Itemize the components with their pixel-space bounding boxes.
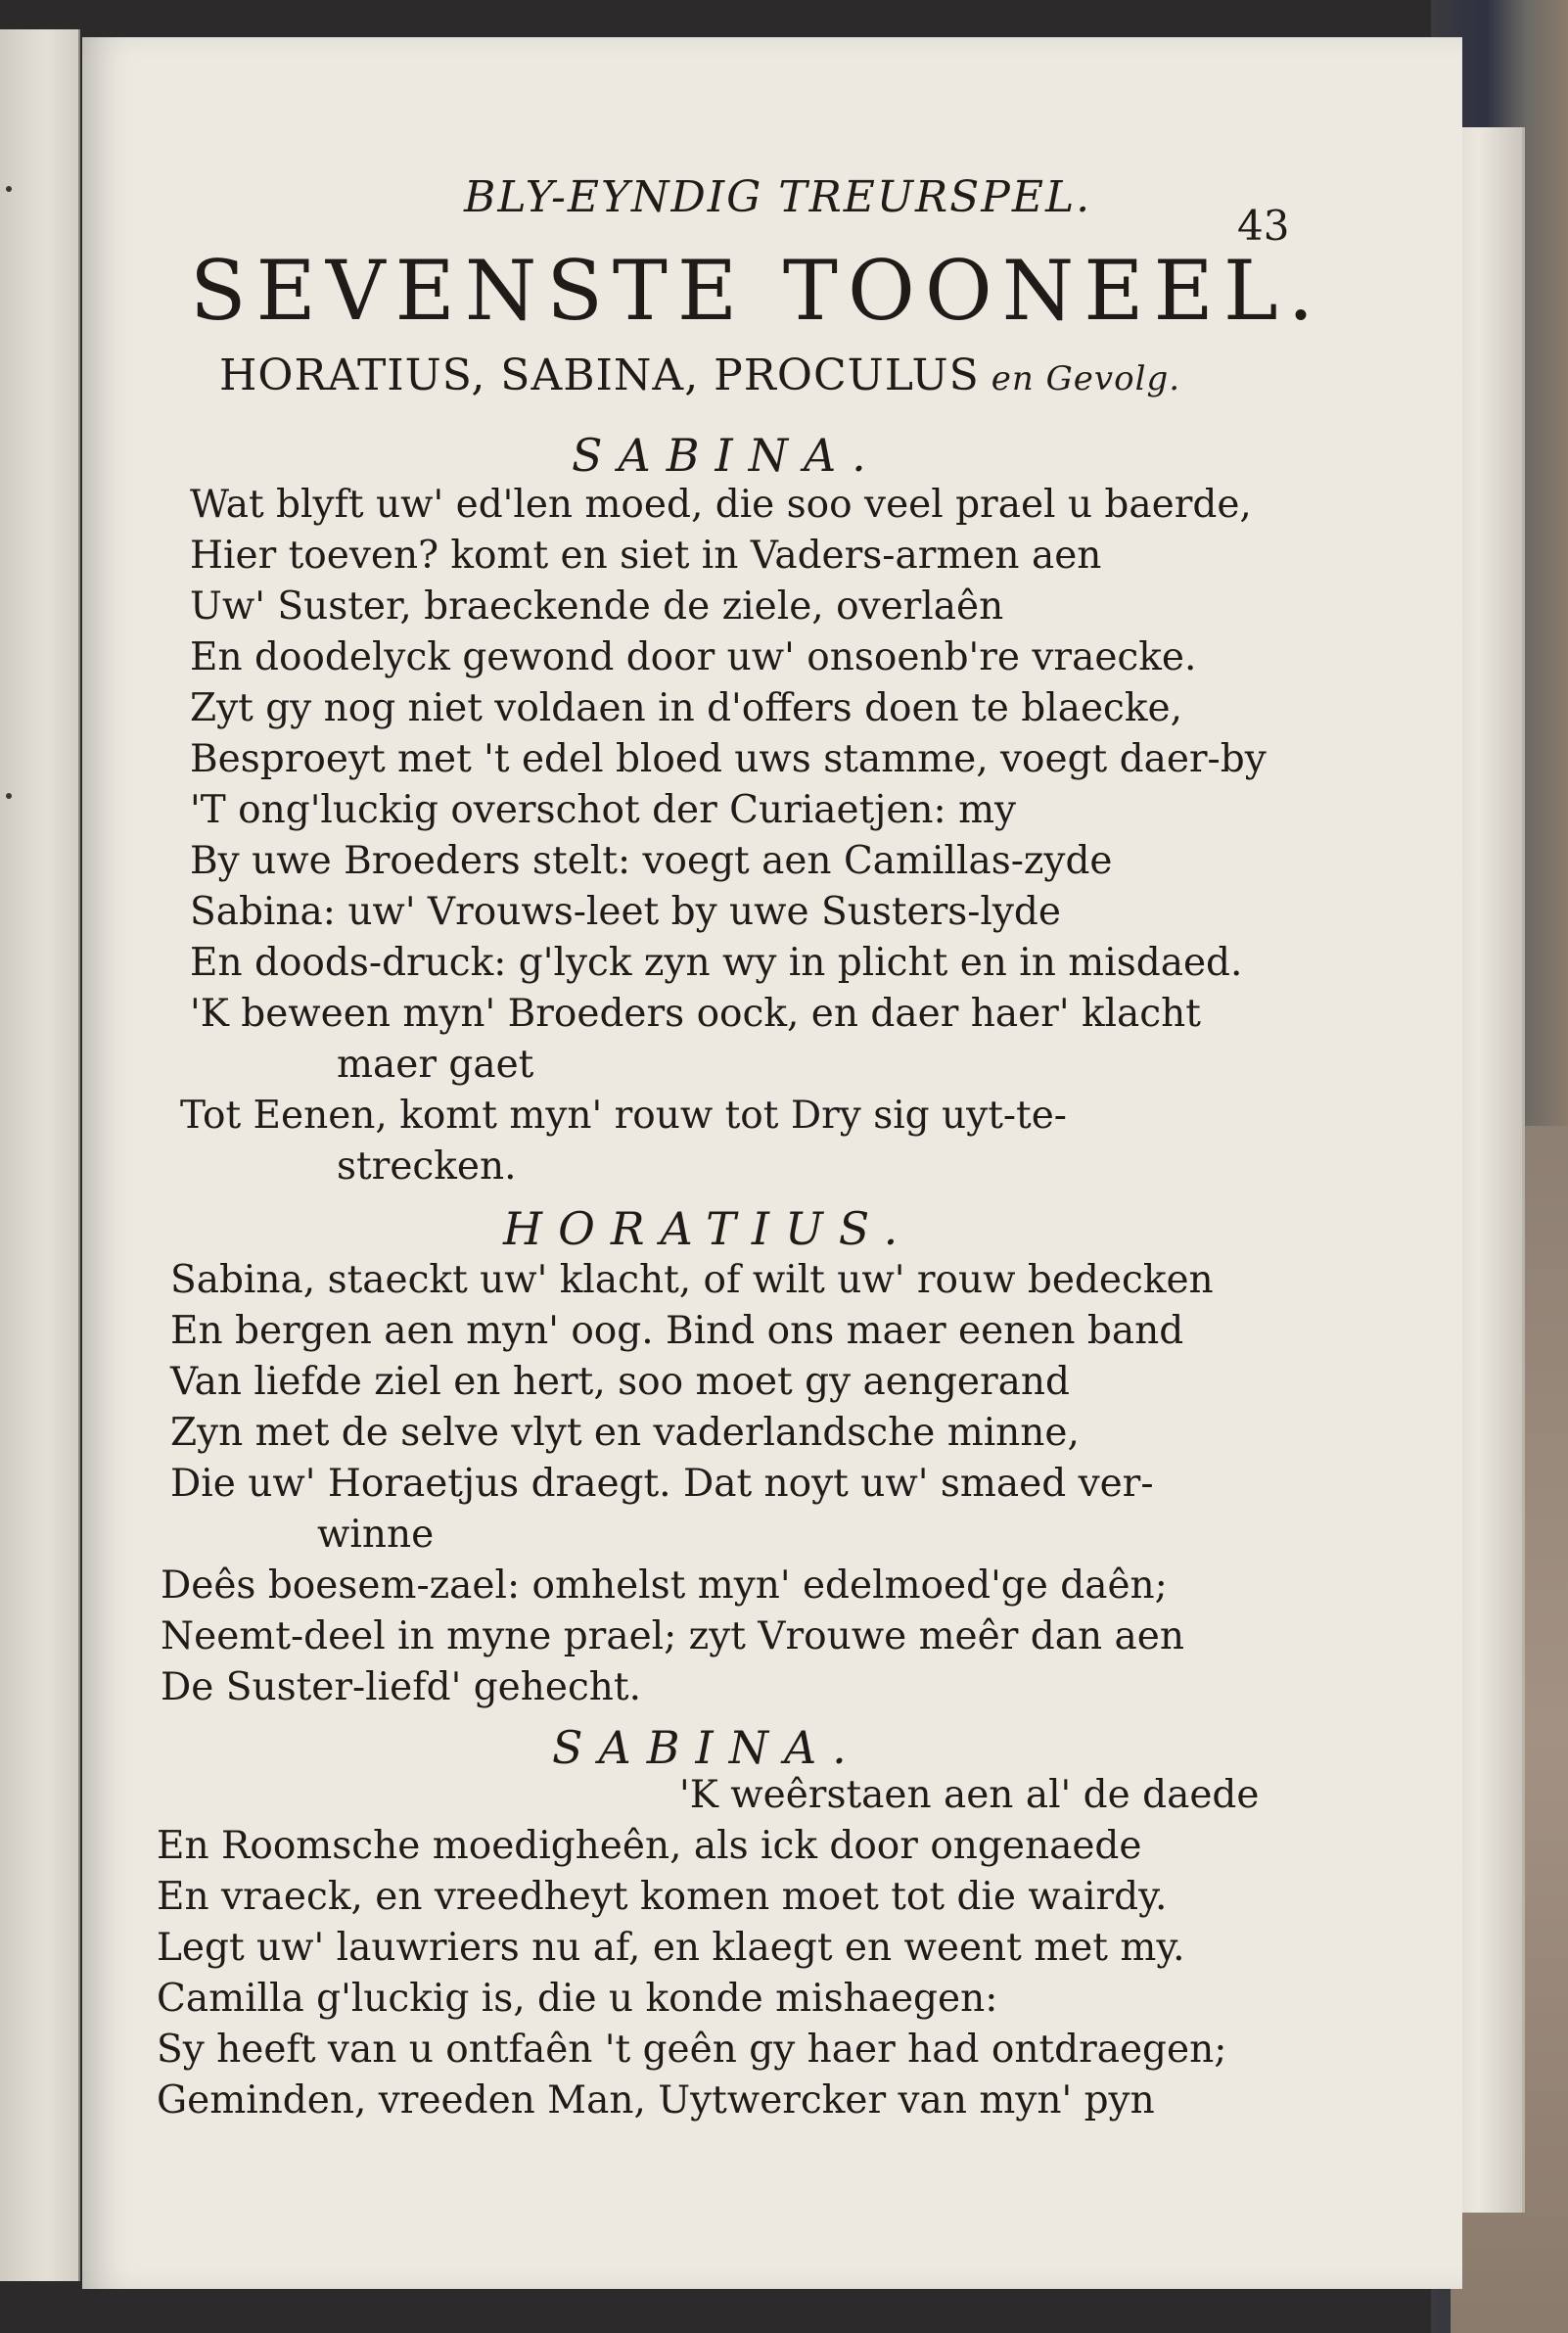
verse-line: En doods-druck: g'lyck zyn wy in plicht en in misdaed.	[190, 941, 1243, 985]
cast-main: HORATIUS, SABINA, PROCULUS	[219, 350, 980, 400]
scene-title: SEVENSTE TOONEEL.	[190, 243, 1324, 339]
facing-page-mark	[6, 793, 12, 799]
verse-line: Uw' Suster, braeckende de ziele, overlaên	[190, 584, 1004, 629]
verse-line: strecken.	[337, 1144, 517, 1189]
verse-line: Besproeyt met 't edel bloed uws stamme, voegt daer-by	[190, 737, 1267, 781]
facing-page-mark	[6, 186, 12, 192]
speaker-horatius: HORATIUS.	[503, 1202, 914, 1255]
verse-line: Legt uw' lauwriers nu af, en klaegt en weent met my.	[157, 1926, 1185, 1970]
verse-line: En vraeck, en vreedheyt komen moet tot die wairdy.	[157, 1875, 1168, 1919]
verse-line: Zyt gy nog niet voldaen in d'offers doen te blaecke,	[190, 686, 1182, 730]
verse-line: En bergen aen myn' oog. Bind ons maer eenen band	[170, 1309, 1184, 1353]
verse-line: 'T ong'luckig overschot der Curiaetjen: my	[190, 788, 1017, 832]
speaker-sabina: SABINA.	[552, 1721, 862, 1774]
verse-line: Camilla g'luckig is, die u konde mishaegen:	[157, 1977, 998, 2021]
cast-list	[219, 350, 1180, 400]
verse-line: winne	[317, 1513, 435, 1557]
verse-line: Geminden, vreeden Man, Uytwercker van myn' pyn	[157, 2078, 1155, 2123]
verse-line: Wat blyft uw' ed'len moed, die soo veel prael u baerde,	[190, 483, 1252, 527]
verse-line: By uwe Broeders stelt: voegt aen Camillas-zyde	[190, 839, 1113, 883]
verse-line: Hier toeven? komt en siet in Vaders-armen aen	[190, 534, 1102, 578]
verse-line: 'K weêrstaen aen al' de daede	[679, 1773, 1260, 1817]
verse-line: Neemt-deel in myne prael; zyt Vrouwe meêr dan aen	[161, 1614, 1184, 1658]
verse-line: Sabina: uw' Vrouws-leet by uwe Susters-lyde	[190, 890, 1061, 934]
book-page	[82, 37, 1462, 2289]
verse-line: maer gaet	[337, 1043, 534, 1087]
verse-line: Sy heeft van u ontfaên 't geên gy haer had ontdraegen;	[157, 2028, 1227, 2072]
verse-line: De Suster-liefd' gehecht.	[161, 1665, 641, 1709]
verse-line: Sabina, staeckt uw' klacht, of wilt uw' rouw bedecken	[170, 1258, 1214, 1302]
page-number: 43	[1237, 202, 1290, 250]
verse-line: En Roomsche moedigheên, als ick door ongenaede	[157, 1824, 1142, 1868]
verse-line: Zyn met de selve vlyt en vaderlandsche minne,	[170, 1411, 1080, 1455]
verse-line: Deês boesem-zael: omhelst myn' edelmoed'ge daên;	[161, 1563, 1168, 1608]
verse-line: En doodelyck gewond door uw' onsoenb're vraecke.	[190, 635, 1197, 679]
verse-line: 'K beween myn' Broeders oock, en daer haer' klacht	[190, 992, 1201, 1036]
speaker-sabina: SABINA.	[572, 429, 882, 482]
verse-line: Van liefde ziel en hert, soo moet gy aengerand	[170, 1360, 1070, 1404]
verse-line: Tot Eenen, komt myn' rouw tot Dry sig uyt-te-	[180, 1094, 1067, 1138]
facing-page-edge	[0, 29, 80, 2281]
cast-extra: en Gevolg.	[991, 359, 1181, 398]
running-header: BLY-EYNDIG TREURSPEL.	[464, 172, 1092, 222]
verse-line: Die uw' Horaetjus draegt. Dat noyt uw' smaed ver-	[170, 1462, 1154, 1506]
